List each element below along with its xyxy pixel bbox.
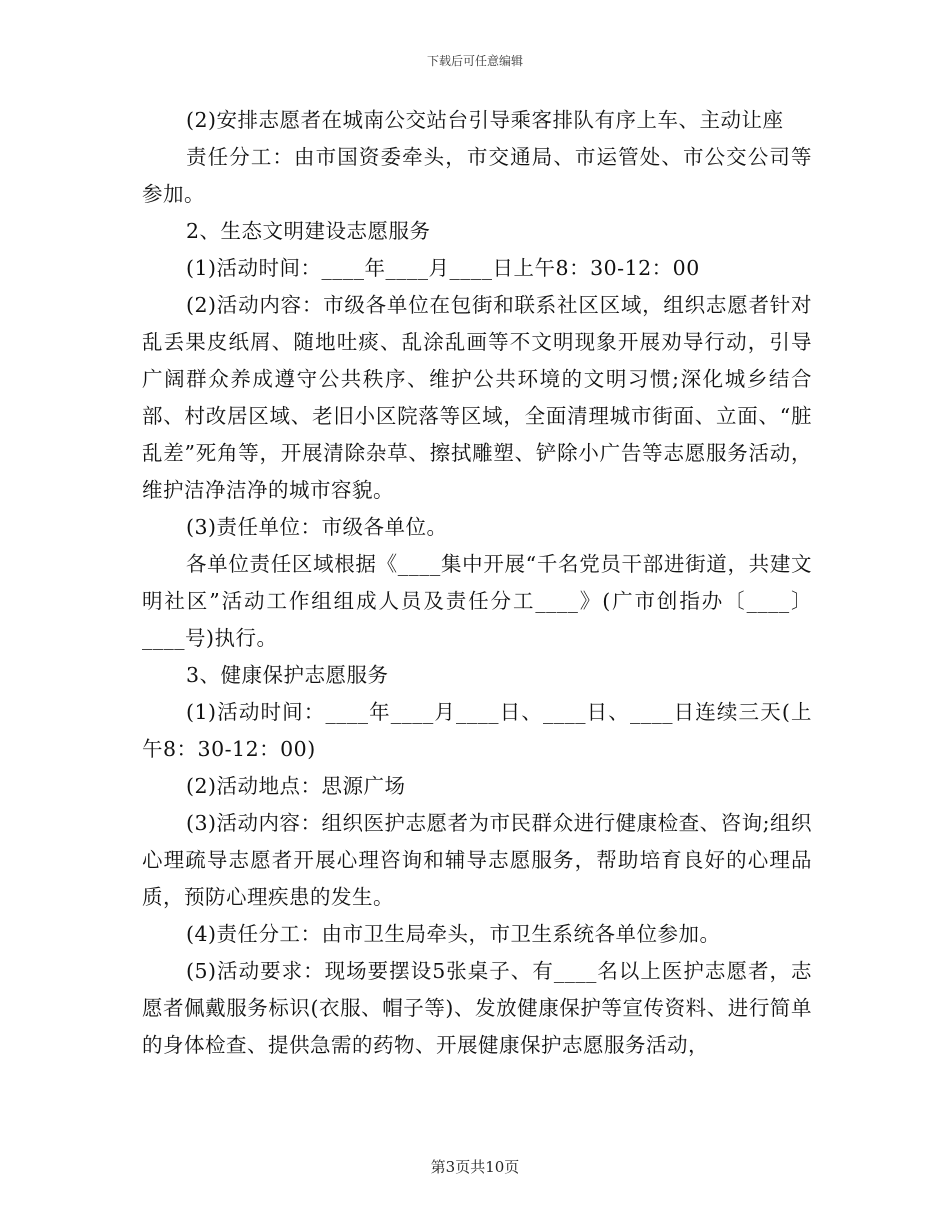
section-heading-eco-civilization: 2、生态文明建设志愿服务 [186,219,431,243]
paragraph-health-activity-time: (1)活动时间：____年____月____日、____日、____日连续三天(上午8：30-12：00) [142,700,812,761]
paragraph-health-requirements: (5)活动要求：现场要摆设5张桌子、有____名以上医护志愿者，志愿者佩戴服务标识(衣服、帽子等)、发放健康保护等宣传资料、进行简单的身体检查、提供急需的药物、开展健康保护志愿服务活动， [142,959,812,1057]
page-header: 下载后可任意编辑 [426,54,523,68]
paragraph-health-activity-content: (3)活动内容：组织医护志愿者为市民群众进行健康检查、咨询;组织心理疏导志愿者开展心理咨询和辅导志愿服务，帮助培育良好的心理品质，预防心理疾患的发生。 [142,811,812,909]
paragraph-responsibility-division: 责任分工：由市国资委牵头，市交通局、市运管处、市公交公司等参加。 [142,145,812,206]
page-footer: 第3页共10页 [430,1158,520,1176]
paragraph-activity-time: (1)活动时间：____年____月____日上午8：30-12：00 [186,256,700,280]
paragraph-responsible-units: (3)责任单位：市级各单位。 [186,515,448,539]
paragraph-activity-content: (2)活动内容：市级各单位在包街和联系社区区域，组织志愿者针对乱丢果皮纸屑、随地吐痰、乱涂乱画等不文明现象开展劝导行动，引导广阔群众养成遵守公共秩序、维护公共环境的文明习惯;深化城乡结合部、村改居区域、老旧小区院落等区域，全面清理城市街面、立面、“脏乱差”死角等，开展清除杂草、擦拭雕塑、铲除小广告等志愿服务活动，维护洁净洁净的城市容貌。 [142,293,812,502]
paragraph-health-responsibility: (4)责任分工：由市卫生局牵头，市卫生系统各单位参加。 [186,922,721,946]
paragraph-health-activity-location: (2)活动地点：思源广场 [186,774,406,798]
paragraph-bus-stop-volunteers: (2)安排志愿者在城南公交站台引导乘客排队有序上车、主动让座 [186,108,784,132]
document-body [142,102,812,1064]
paragraph-unit-areas: 各单位责任区域根据《____集中开展“千名党员干部进街道，共建文明社区”活动工作组组成人员及责任分工____》(广市创指办〔____〕____号)执行。 [142,552,812,650]
section-heading-health-protection: 3、健康保护志愿服务 [186,663,389,687]
